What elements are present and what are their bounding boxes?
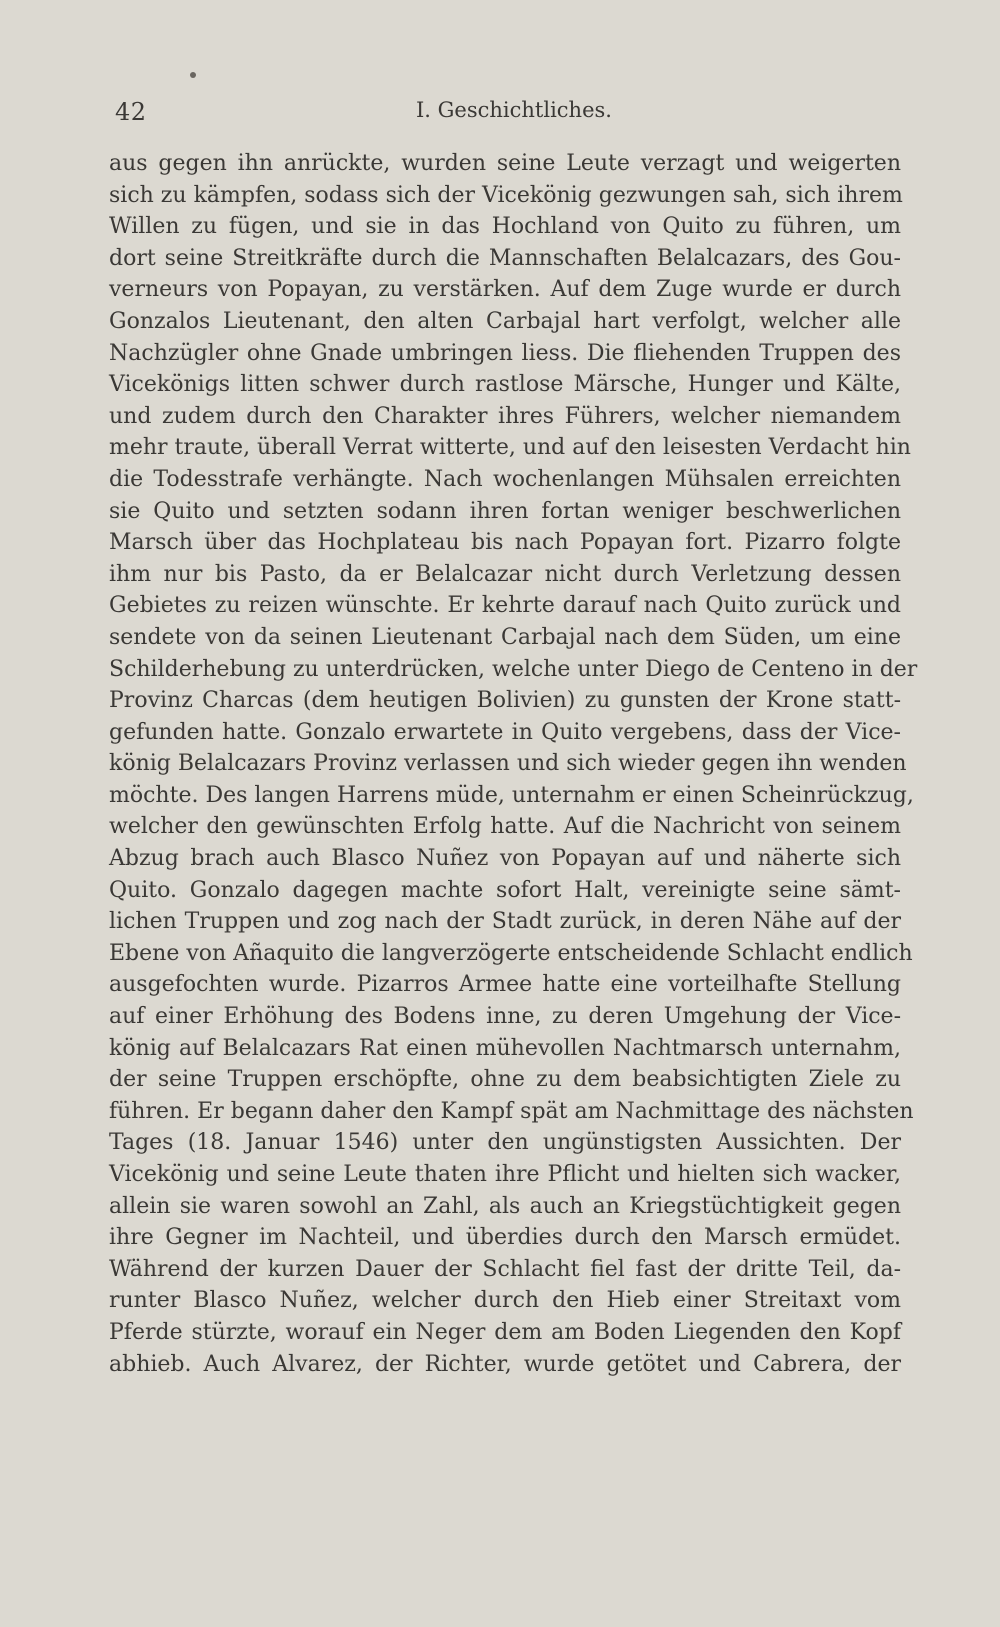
text-line: Gonzalos Lieutenant, den alten Carbajal hart verfolgt, welcher alle (109, 308, 901, 334)
text-line: Marsch über das Hochplateau bis nach Popayan fort. Pizarro folgte (109, 530, 901, 556)
text-line: aus gegen ihn anrückte, wurden seine Leute verzagt und weigerten (109, 151, 901, 176)
text-line: dort seine Streitkräfte durch die Mannschaften Belalcazars, des Gou- (109, 245, 901, 271)
text-line: Vicekönig und seine Leute thaten ihre Pflicht und hielten sich wacker, (109, 1162, 901, 1187)
text-line: Willen zu fügen, und sie in das Hochland von Quito zu führen, um (109, 214, 901, 240)
text-line: könig Belalcazars Provinz verlassen und sich wieder gegen ihn wenden (109, 751, 907, 777)
page-number: 42 (115, 98, 147, 126)
text-line: führen. Er begann daher den Kampf spät am Nachmittage des nächsten (109, 1098, 914, 1124)
text-line: allein sie waren sowohl an Zahl, als auch an Kriegstüchtigkeit gegen (109, 1193, 901, 1219)
text-line: Provinz Charcas (dem heutigen Bolivien) zu gunsten der Krone statt- (109, 688, 901, 714)
text-line: sendete von da seinen Lieutenant Carbajal nach dem Süden, um eine (109, 624, 901, 650)
text-line: der seine Truppen erschöpfte, ohne zu dem beabsichtigten Ziele zu (109, 1067, 901, 1093)
text-line: und zudem durch den Charakter ihres Führers, welcher niemandem (109, 403, 901, 429)
text-line: abhieb. Auch Alvarez, der Richter, wurde getötet und Cabrera, der (109, 1351, 901, 1377)
text-line: ausgefochten wurde. Pizarros Armee hatte eine vorteilhafte Stellung (109, 972, 901, 998)
text-line: Nachzügler ohne Gnade umbringen liess. Die fliehenden Truppen des (109, 340, 901, 366)
text-line: ihre Gegner im Nachteil, und überdies durch den Marsch ermüdet. (109, 1225, 901, 1251)
ink-speck (190, 72, 196, 78)
text-line: möchte. Des langen Harrens müde, unternahm er einen Scheinrückzug, (109, 782, 914, 808)
text-line: Während der kurzen Dauer der Schlacht fiel fast der dritte Teil, da- (109, 1256, 901, 1282)
text-line: die Todesstrafe verhängte. Nach wochenlangen Mühsalen erreichten (109, 466, 901, 492)
text-line: sich zu kämpfen, sodass sich der Vicekönig gezwungen sah, sich ihrem (109, 182, 903, 208)
body-text (109, 148, 918, 1380)
text-line: Pferde stürzte, worauf ein Neger dem am Boden Liegenden den Kopf (109, 1319, 901, 1345)
text-line: mehr traute, überall Verrat witterte, und auf den leisesten Verdacht hin (109, 435, 911, 461)
text-line: sie Quito und setzten sodann ihren fortan weniger beschwerlichen (109, 498, 901, 524)
text-line: runter Blasco Nuñez, welcher durch den Hieb einer Streitaxt vom (109, 1288, 901, 1314)
text-line: ihm nur bis Pasto, da er Belalcazar nicht durch Verletzung dessen (109, 561, 901, 587)
text-line: lichen Truppen und zog nach der Stadt zurück, in deren Nähe auf der (109, 909, 901, 935)
text-line: Quito. Gonzalo dagegen machte sofort Halt, vereinigte seine sämt- (109, 877, 901, 903)
text-line: gefunden hatte. Gonzalo erwartete in Quito vergebens, dass der Vice- (109, 719, 901, 745)
text-line: Ebene von Añaquito die langverzögerte entscheidende Schlacht endlich (109, 940, 913, 966)
text-line: verneurs von Popayan, zu verstärken. Auf dem Zuge wurde er durch (109, 277, 901, 303)
text-line: welcher den gewünschten Erfolg hatte. Auf die Nachricht von seinem (109, 814, 901, 840)
text-line: auf einer Erhöhung des Bodens inne, zu deren Umgehung der Vice- (109, 1004, 901, 1030)
text-line: könig auf Belalcazars Rat einen mühevollen Nachtmarsch unternahm, (109, 1035, 901, 1061)
text-line: Schilderhebung zu unterdrücken, welche unter Diego de Centeno in der (109, 656, 918, 682)
text-line: Tages (18. Januar 1546) unter den ungünstigsten Aussichten. Der (109, 1130, 901, 1156)
text-line: Vicekönigs litten schwer durch rastlose Märsche, Hunger und Kälte, (109, 372, 901, 398)
text-line: Gebietes zu reizen wünschte. Er kehrte darauf nach Quito zurück und (109, 593, 901, 619)
running-head: I. Geschichtliches. (416, 98, 612, 122)
text-line: Abzug brach auch Blasco Nuñez von Popayan auf und näherte sich (109, 846, 901, 872)
